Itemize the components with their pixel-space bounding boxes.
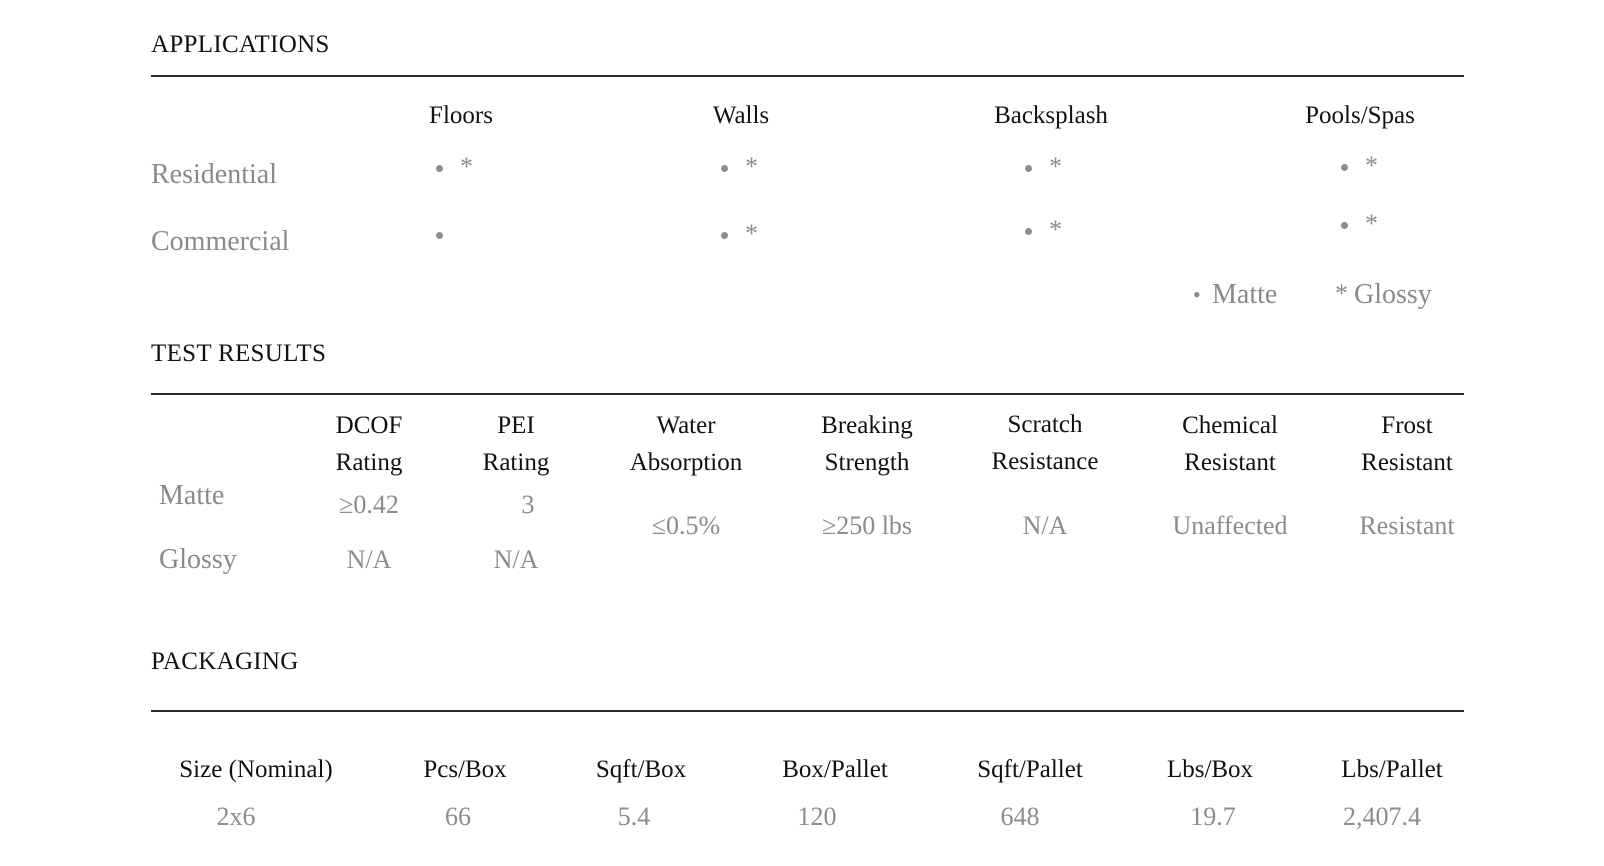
residential-floors-glossy-mark: * [460,152,473,181]
test-col-dcof-line1: DCOF [335,412,403,439]
packaging-col-sqft-box: Sqft/Box [595,756,687,783]
matte-pei-value: 3 [521,490,535,519]
test-col-frost-line2: Resistant [1361,449,1453,476]
commercial-backsplash-matte-mark [1025,228,1032,235]
packaging-col-lbs-box: Lbs/Box [1166,756,1254,783]
test-col-water-absorption [606,407,766,481]
packaging-col-pcs-box: Pcs/Box [423,756,507,783]
legend-matte-label: Matte [1212,279,1278,310]
commercial-walls-glossy-mark: * [745,219,758,248]
test-col-scratch-line1: Scratch [1007,411,1083,438]
legend-glossy-symbol: * [1335,279,1348,308]
chemical-resistant-value: Unaffected [1172,511,1288,540]
commercial-pools-spas-matte-mark [1341,222,1348,229]
packaging-col-sqft-pallet: Sqft/Pallet [977,756,1083,783]
packaging-divider [151,710,1464,712]
test-col-water-line2: Absorption [629,449,743,476]
test-col-chemical-line2: Resistant [1184,449,1276,476]
packaging-sqft-box-value: 5.4 [617,802,651,831]
matte-dcof-value: ≥0.42 [339,490,399,519]
residential-walls-matte-mark [721,165,728,172]
residential-pools-spas-glossy-mark: * [1365,151,1378,180]
test-col-water-line1: Water [656,412,716,439]
packaging-col-lbs-pallet: Lbs/Pallet [1341,756,1443,783]
packaging-lbs-pallet-value: 2,407.4 [1343,802,1421,831]
test-col-pei-line1: PEI [497,412,535,439]
residential-backsplash-glossy-mark: * [1049,152,1062,181]
applications-col-walls: Walls [712,102,770,129]
legend-matte-symbol: • [1193,282,1201,307]
residential-walls-glossy-mark: * [745,152,758,181]
glossy-pei-value: N/A [493,545,539,574]
test-col-pei-line2: Rating [482,449,550,476]
water-absorption-value: ≤0.5% [651,511,721,540]
commercial-floors-matte-mark [436,232,443,239]
applications-col-floors: Floors [429,102,493,129]
test-col-pei [456,407,576,481]
frost-resistant-value: Resistant [1359,511,1455,540]
test-col-frost-resistant [1332,407,1482,481]
test-col-dcof [304,407,434,481]
test-results-divider [151,393,1464,395]
applications-row-commercial: Commercial [151,226,290,257]
applications-row-residential: Residential [151,159,277,190]
residential-floors-matte-mark [436,165,443,172]
test-col-dcof-line2: Rating [335,449,403,476]
commercial-walls-matte-mark [721,232,728,239]
packaging-size-value: 2x6 [216,802,256,831]
test-results-title: TEST RESULTS [151,340,327,367]
packaging-lbs-box-value: 19.7 [1190,802,1236,831]
scratch-resistance-value: N/A [1022,511,1068,540]
test-col-breaking-strength [792,407,942,481]
breaking-strength-value: ≥250 lbs [821,511,913,540]
commercial-backsplash-glossy-mark: * [1049,215,1062,244]
test-col-scratch-line2: Resistance [991,448,1099,475]
test-col-scratch-resistance [960,406,1130,480]
packaging-col-size: Size (Nominal) [179,756,333,783]
residential-backsplash-matte-mark [1025,165,1032,172]
residential-pools-spas-matte-mark [1341,164,1348,171]
test-col-frost-line1: Frost [1381,412,1433,439]
applications-divider [151,75,1464,77]
test-row-matte: Matte [159,480,225,511]
packaging-box-pallet-value: 120 [797,802,837,831]
packaging-sqft-pallet-value: 648 [1000,802,1040,831]
test-col-breaking-line1: Breaking [821,412,913,439]
test-col-chemical-resistant [1145,407,1315,481]
test-col-breaking-line2: Strength [824,449,910,476]
packaging-title: PACKAGING [151,648,299,675]
packaging-col-box-pallet: Box/Pallet [782,756,888,783]
test-row-glossy: Glossy [159,544,237,575]
packaging-pcs-box-value: 66 [445,802,471,831]
applications-col-backsplash: Backsplash [994,102,1108,129]
commercial-pools-spas-glossy-mark: * [1365,209,1378,238]
applications-title: APPLICATIONS [151,31,330,58]
test-col-chemical-line1: Chemical [1182,412,1278,439]
applications-col-pools-spas: Pools/Spas [1305,102,1415,129]
glossy-dcof-value: N/A [346,545,392,574]
legend-glossy-label: Glossy [1354,279,1432,310]
